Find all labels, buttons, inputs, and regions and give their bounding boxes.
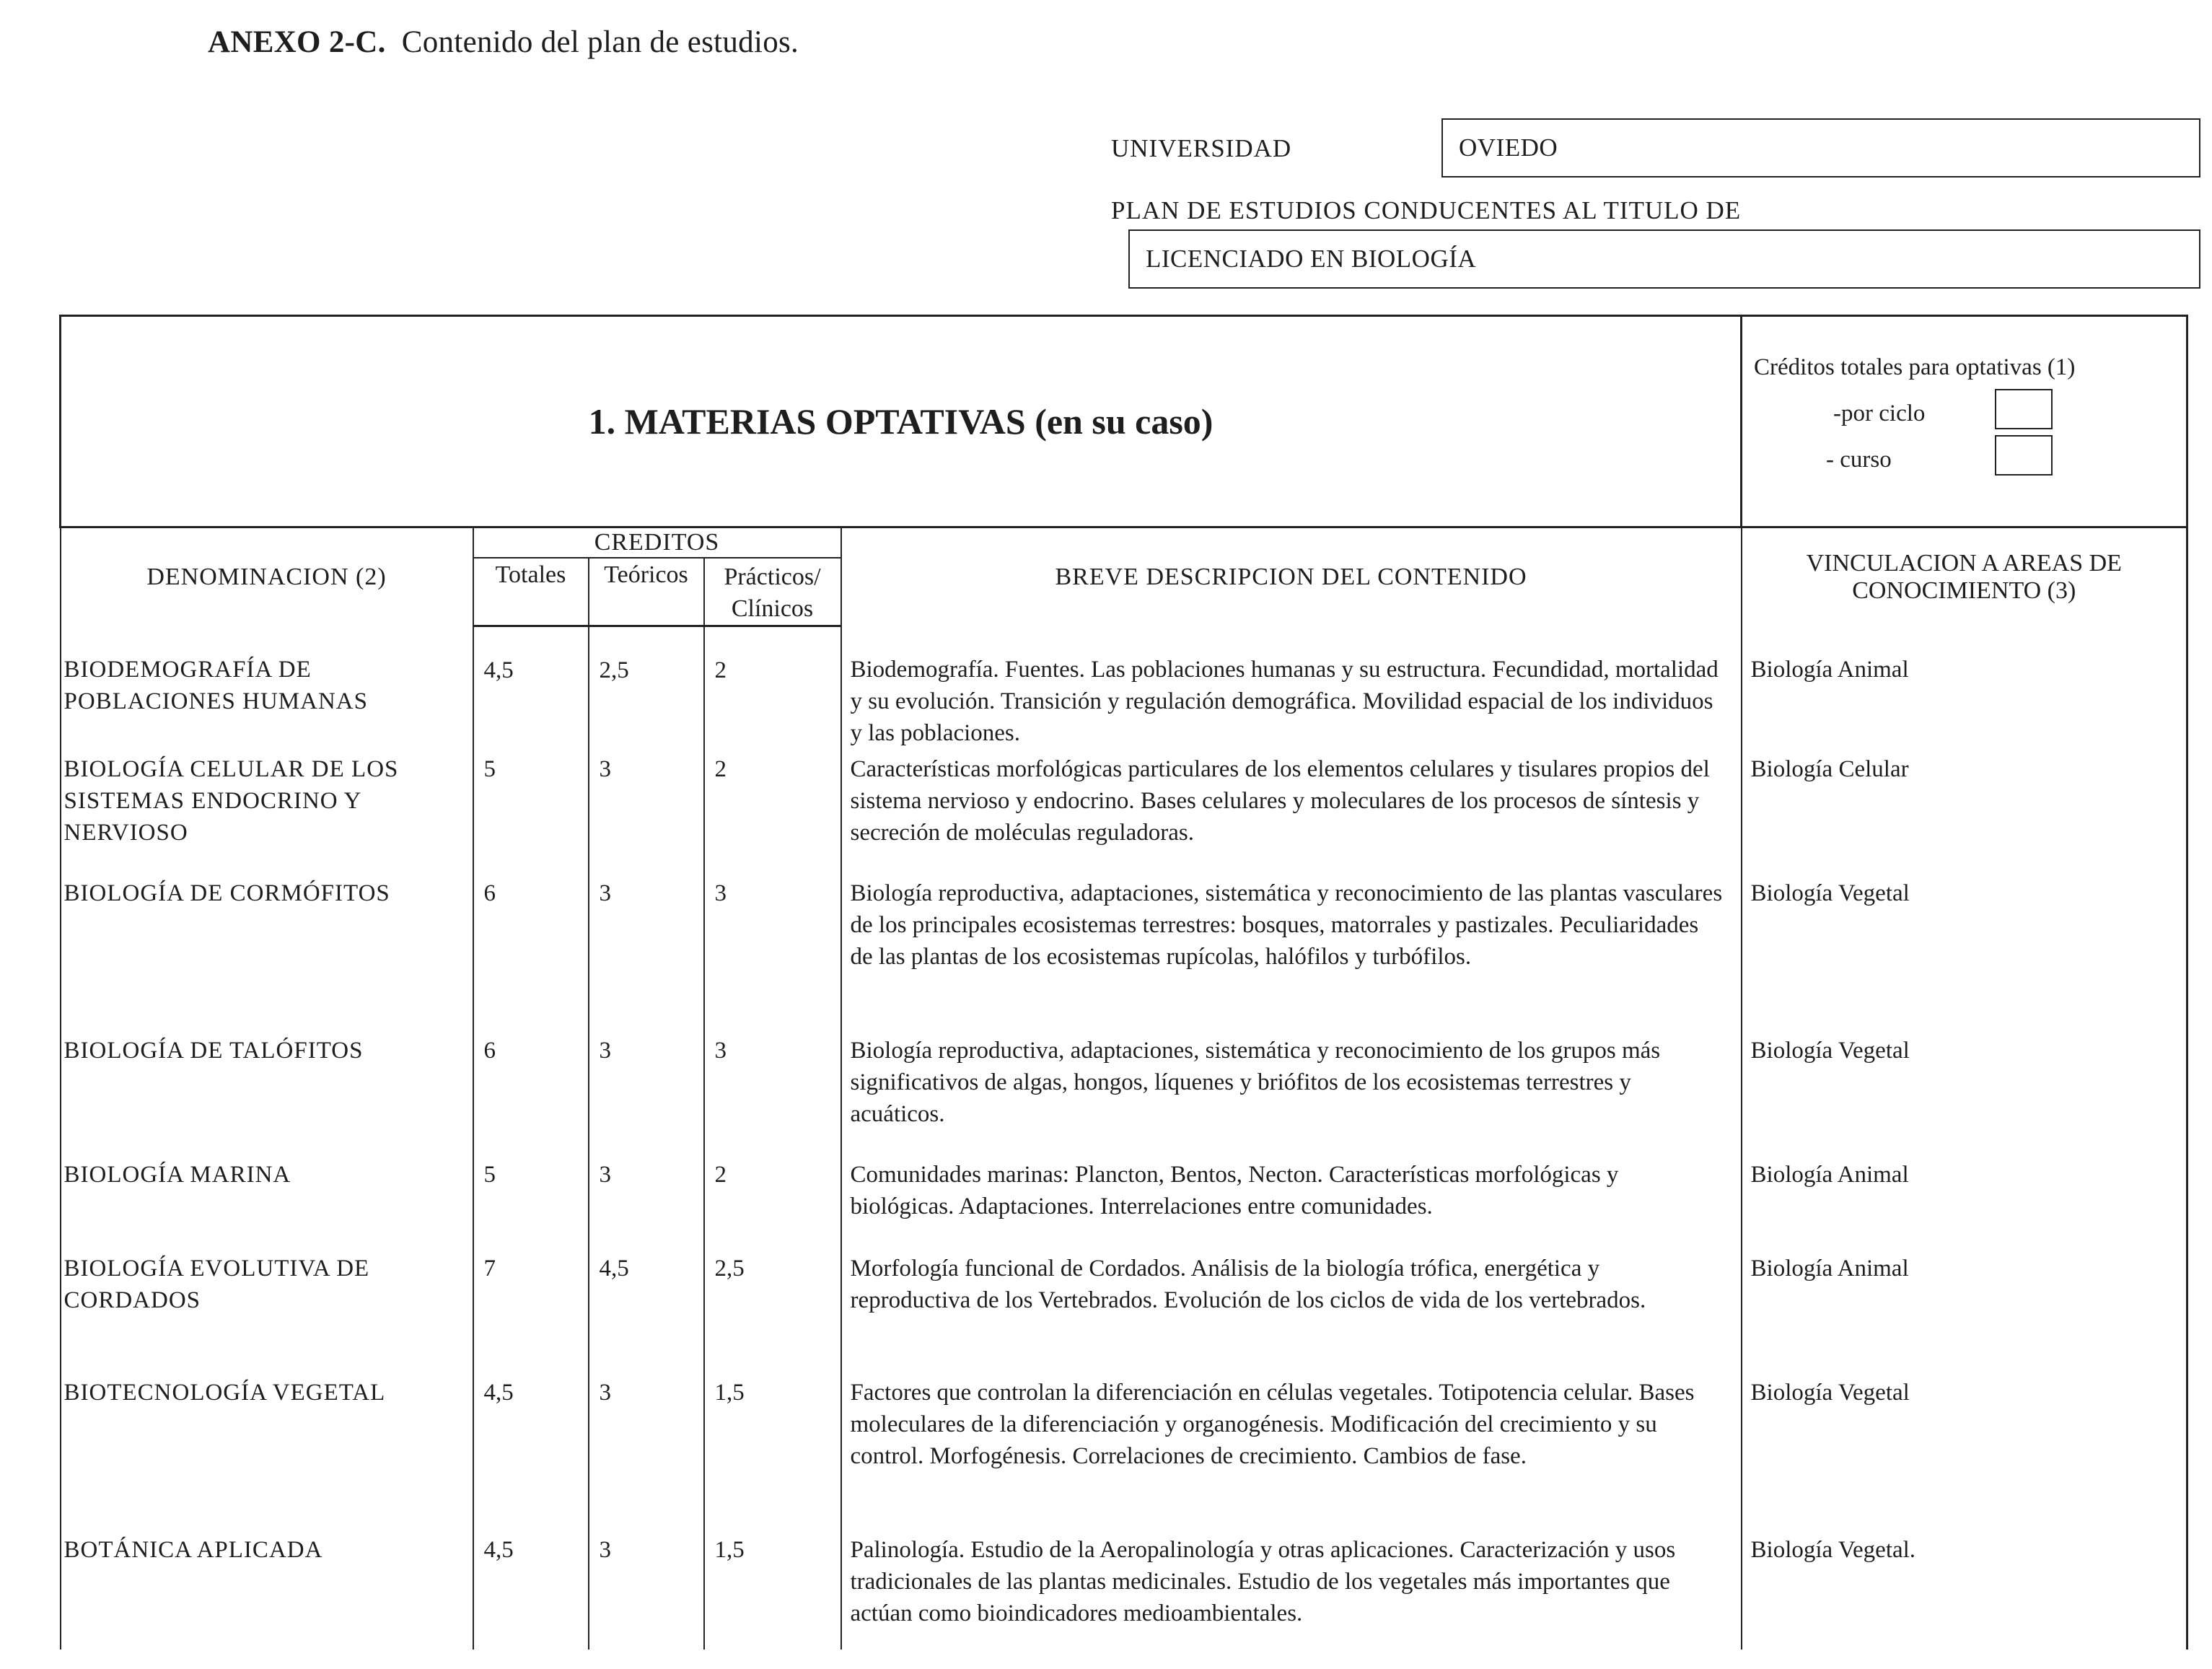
por-ciclo-box[interactable] bbox=[1995, 389, 2053, 429]
row-description: Biología reproductiva, adaptaciones, sistemática y reconocimiento de las plantas vasculares de los principales ecosistemas terrestres: bosques, matorrales y pastizales. Peculiaridades de las plantas de los ecosistemas rupícolas, halófilos y turbófilos. bbox=[841, 877, 1742, 1035]
plan-value: LICENCIADO EN BIOLOGÍA bbox=[1146, 245, 1477, 273]
row-name: BIOTECNOLOGÍA VEGETAL bbox=[61, 1377, 473, 1534]
row-teoricos: 3 bbox=[589, 1159, 704, 1253]
col-vinculacion: VINCULACION A AREAS DE CONOCIMIENTO (3) bbox=[1742, 527, 2187, 626]
row-totales: 4,5 bbox=[473, 1377, 589, 1534]
row-totales: 6 bbox=[473, 1035, 589, 1159]
row-teoricos: 2,5 bbox=[589, 626, 704, 753]
row-area: Biología Animal bbox=[1742, 1159, 2187, 1253]
table-row bbox=[61, 1159, 2187, 1253]
por-ciclo-label: -por ciclo bbox=[1833, 400, 1926, 426]
col-creditos: CREDITOS bbox=[473, 527, 841, 558]
row-totales: 4,5 bbox=[473, 1534, 589, 1650]
row-description: Biología reproductiva, adaptaciones, sistemática y reconocimiento de los grupos más significativos de algas, hongos, líquenes y briófitos de los ecosistemas terrestres y acuáticos. bbox=[841, 1035, 1742, 1159]
table-row bbox=[61, 626, 2187, 753]
row-name: BIOLOGÍA EVOLUTIVA DE CORDADOS bbox=[61, 1253, 473, 1377]
row-teoricos: 3 bbox=[589, 1035, 704, 1159]
row-practicos: 2 bbox=[704, 753, 841, 877]
row-area: Biología Celular bbox=[1742, 753, 2187, 877]
row-totales: 5 bbox=[473, 753, 589, 877]
row-description: Comunidades marinas: Plancton, Bentos, Necton. Características morfológicas y biológicas. Adaptaciones. Interrelaciones entre comunidades. bbox=[841, 1159, 1742, 1253]
plan-field bbox=[1128, 229, 2200, 289]
row-totales: 7 bbox=[473, 1253, 589, 1377]
row-practicos: 3 bbox=[704, 1035, 841, 1159]
table-row bbox=[61, 1534, 2187, 1650]
col-practicos: Prácticos/ Clínicos bbox=[704, 558, 841, 626]
row-practicos: 1,5 bbox=[704, 1377, 841, 1534]
optativas-table bbox=[59, 315, 2188, 1650]
col-totales: Totales bbox=[473, 558, 589, 626]
annex-label: ANEXO 2-C. bbox=[208, 25, 386, 59]
row-name: BIODEMOGRAFÍA DE POBLACIONES HUMANAS bbox=[61, 626, 473, 753]
table-row bbox=[61, 877, 2187, 1035]
row-name: BIOLOGÍA DE TALÓFITOS bbox=[61, 1035, 473, 1159]
row-area: Biología Vegetal bbox=[1742, 1035, 2187, 1159]
row-practicos: 1,5 bbox=[704, 1534, 841, 1650]
optativas-label: Créditos totales para optativas (1) bbox=[1754, 354, 2076, 380]
university-field bbox=[1441, 118, 2200, 178]
row-description: Biodemografía. Fuentes. Las poblaciones humanas y su estructura. Fecundidad, mortalidad y su evolución. Transición y regulación demográfica. Movilidad espacial de los individuos y las poblaciones. bbox=[841, 626, 1742, 753]
table-row bbox=[61, 1377, 2187, 1534]
annex-title: Contenido del plan de estudios. bbox=[401, 25, 799, 59]
col-teoricos: Teóricos bbox=[589, 558, 704, 626]
annex-heading bbox=[208, 25, 799, 60]
row-name: BIOLOGÍA CELULAR DE LOS SISTEMAS ENDOCRINO Y NERVIOSO bbox=[61, 753, 473, 877]
row-area: Biología Animal bbox=[1742, 1253, 2187, 1377]
row-area: Biología Vegetal bbox=[1742, 877, 2187, 1035]
col-denominacion: DENOMINACION (2) bbox=[61, 527, 473, 626]
row-area: Biología Vegetal. bbox=[1742, 1534, 2187, 1650]
col-descripcion: BREVE DESCRIPCION DEL CONTENIDO bbox=[841, 527, 1742, 626]
row-practicos: 3 bbox=[704, 877, 841, 1035]
curso-box[interactable] bbox=[1995, 435, 2053, 476]
row-totales: 5 bbox=[473, 1159, 589, 1253]
row-teoricos: 3 bbox=[589, 1377, 704, 1534]
plan-label: PLAN DE ESTUDIOS CONDUCENTES AL TITULO DE bbox=[1111, 196, 1742, 224]
row-name: BIOLOGÍA DE CORMÓFITOS bbox=[61, 877, 473, 1035]
row-description: Características morfológicas particulares de los elementos celulares y tisulares propios del sistema nervioso y endocrino. Bases celulares y moleculares de los procesos de síntesis y secreción de moléculas reguladoras. bbox=[841, 753, 1742, 877]
row-name: BIOLOGÍA MARINA bbox=[61, 1159, 473, 1253]
row-teoricos: 3 bbox=[589, 1534, 704, 1650]
table-row bbox=[61, 1035, 2187, 1159]
row-practicos: 2 bbox=[704, 1159, 841, 1253]
university-value: OVIEDO bbox=[1459, 133, 1558, 162]
row-teoricos: 3 bbox=[589, 877, 704, 1035]
table-row bbox=[61, 753, 2187, 877]
row-teoricos: 4,5 bbox=[589, 1253, 704, 1377]
university-label: UNIVERSIDAD bbox=[1111, 134, 1292, 162]
row-name: BOTÁNICA APLICADA bbox=[61, 1534, 473, 1650]
row-teoricos: 3 bbox=[589, 753, 704, 877]
row-practicos: 2,5 bbox=[704, 1253, 841, 1377]
row-area: Biología Vegetal bbox=[1742, 1377, 2187, 1534]
row-description: Morfología funcional de Cordados. Análisis de la biología trófica, energética y reproductiva de los Vertebrados. Evolución de los ciclos de vida de los vertebrados. bbox=[841, 1253, 1742, 1377]
row-totales: 4,5 bbox=[473, 626, 589, 753]
optativas-panel bbox=[1742, 316, 2187, 527]
row-description: Factores que controlan la diferenciación en células vegetales. Totipotencia celular. Bases moleculares de la diferenciación y organogénesis. Modificación del crecimiento y su control. Morfogénesis. Correlaciones de crecimiento. Cambios de fase. bbox=[841, 1377, 1742, 1534]
row-area: Biología Animal bbox=[1742, 626, 2187, 753]
section-title: 1. MATERIAS OPTATIVAS (en su caso) bbox=[61, 316, 1742, 527]
row-practicos: 2 bbox=[704, 626, 841, 753]
curso-label: - curso bbox=[1826, 447, 1892, 473]
row-description: Palinología. Estudio de la Aeropalinología y otras aplicaciones. Caracterización y usos tradicionales de las plantas medicinales. Estudio de los vegetales más importantes que actúan como bioindicadores medioambientales. bbox=[841, 1534, 1742, 1650]
table-row bbox=[61, 1253, 2187, 1377]
row-totales: 6 bbox=[473, 877, 589, 1035]
